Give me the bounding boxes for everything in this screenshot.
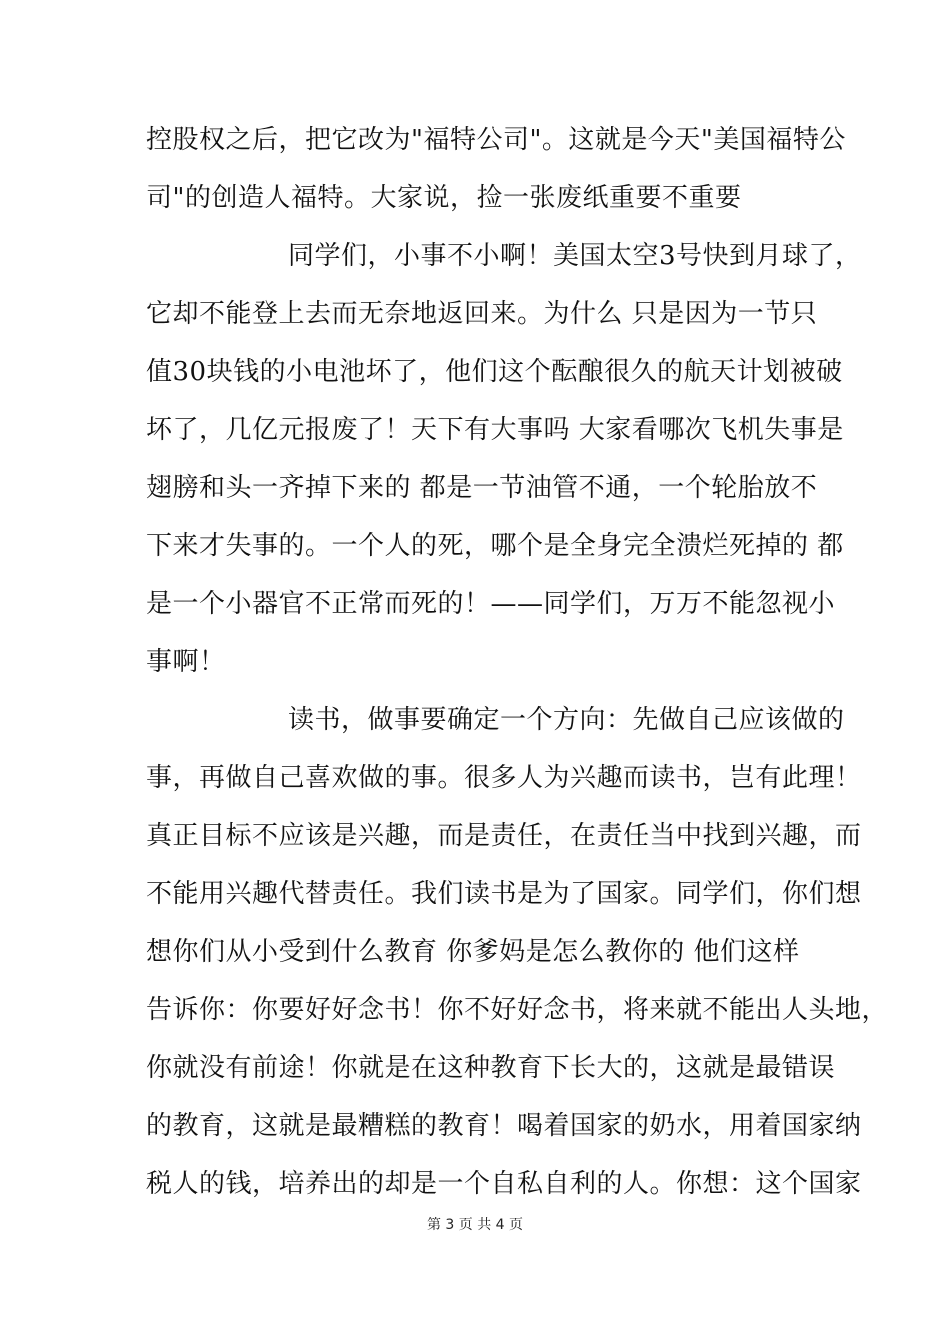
text-line: 值30块钱的小电池坏了，他们这个酝酿很久的航天计划被破 (146, 357, 843, 387)
text-line: 税人的钱，培养出的却是一个自私自利的人。你想：这个国家 (146, 1169, 862, 1199)
text-line: 真正目标不应该是兴趣，而是责任，在责任当中找到兴趣，而 (146, 821, 862, 851)
page-number-footer: 第 3 页 共 4 页 (426, 1217, 524, 1233)
text-line-paragraph-start: 同学们，小事不小啊！美国太空3号快到月球了， (288, 241, 862, 271)
text-line: 你就没有前途！你就是在这种教育下长大的，这就是最错误 (146, 1053, 836, 1083)
text-line: 想你们从小受到什么教育 你爹妈是怎么教你的 他们这样 (146, 937, 800, 967)
text-line: 控股权之后，把它改为"福特公司"。这就是今天"美国福特公 (146, 125, 846, 155)
text-line: 事，再做自己喜欢做的事。很多人为兴趣而读书，岂有此理！ (146, 763, 862, 793)
text-line: 的教育，这就是最糟糕的教育！喝着国家的奶水，用着国家纳 (146, 1111, 862, 1141)
text-line: 它却不能登上去而无奈地返回来。为什么 只是因为一节只 (146, 299, 818, 329)
text-line: 翅膀和头一齐掉下来的 都是一节油管不通，一个轮胎放不 (146, 473, 818, 503)
text-line: 是一个小器官不正常而死的！——同学们，万万不能忽视小 (146, 589, 836, 619)
text-line: 告诉你：你要好好念书！你不好好念书，将来就不能出人头地， (146, 995, 889, 1025)
text-line: 事啊！ (146, 647, 226, 677)
text-line-paragraph-start: 读书，做事要确定一个方向：先做自己应该做的 (288, 705, 845, 735)
text-line: 司"的创造人福特。大家说，捡一张废纸重要不重要 (146, 183, 742, 213)
text-line: 下来才失事的。一个人的死，哪个是全身完全溃烂死掉的 都 (146, 531, 844, 561)
text-line: 坏了，几亿元报废了！天下有大事吗 大家看哪次飞机失事是 (146, 415, 844, 445)
text-line: 不能用兴趣代替责任。我们读书是为了国家。同学们，你们想 (146, 879, 862, 909)
